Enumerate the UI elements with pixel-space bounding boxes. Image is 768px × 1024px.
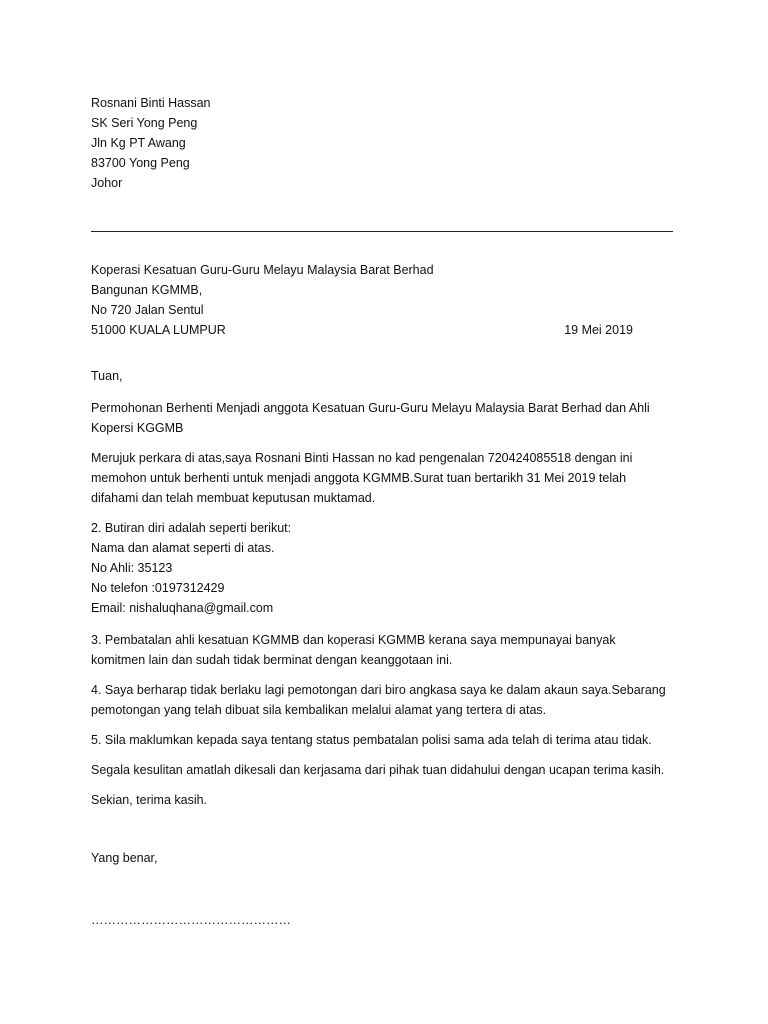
recipient-line-1: Koperasi Kesatuan Guru-Guru Melayu Malaysia Barat Berhad (91, 263, 434, 277)
closing-yours-truly: Yang benar, (91, 851, 158, 865)
subject-line-2: Kopersi KGGMB (91, 421, 184, 435)
paragraph-5 (91, 730, 681, 750)
paragraph-4-line-1: 4. Saya berharap tidak berlaku lagi pemotongan dari biro angkasa saya ke dalam akaun saya.Sebarang (91, 683, 666, 697)
paragraph-1-line-3: difahami dan telah membuat keputusan muktamad. (91, 491, 376, 505)
paragraph-4-line-2: pemotongan yang telah dibuat sila kembalikan melalui alamat yang tertera di atas. (91, 703, 547, 717)
signature-line: ………………………………………… (91, 913, 291, 927)
phone-number: No telefon :0197312429 (91, 581, 225, 595)
paragraph-2-heading: 2. Butiran diri adalah seperti berikut: (91, 521, 292, 535)
recipient-line-2: Bangunan KGMMB, (91, 283, 203, 297)
sender-name: Rosnani Binti Hassan (91, 96, 211, 110)
paragraph-3 (91, 630, 681, 670)
paragraph-3-line-2: komitmen lain dan sudah tidak berminat dengan keanggotaan ini. (91, 653, 453, 667)
paragraph-6-text: Segala kesulitan amatlah dikesali dan kerjasama dari pihak tuan didahului dengan ucapan terima kasih. (91, 763, 665, 777)
subject (91, 398, 681, 438)
paragraph-3-line-1: 3. Pembatalan ahli kesatuan KGMMB dan koperasi KGMMB kerana saya mempunayai banyak (91, 633, 616, 647)
letter-body (91, 93, 681, 930)
salutation: Tuan, (91, 369, 123, 383)
letter-date: 19 Mei 2019 (564, 323, 633, 337)
closing-thanks (91, 790, 681, 810)
paragraph-4 (91, 680, 681, 720)
closing-thanks-text: Sekian, terima kasih. (91, 793, 208, 807)
member-number: No Ahli: 35123 (91, 561, 173, 575)
sender-address (91, 93, 681, 193)
email-address: Email: nishaluqhana@gmail.com (91, 601, 274, 615)
recipient-postcode-row (91, 320, 633, 340)
paragraph-5-text: 5. Sila maklumkan kepada saya tentang status pembatalan polisi sama ada telah di terima atau tidak. (91, 733, 652, 747)
sender-postcode-city: 83700 Yong Peng (91, 156, 190, 170)
paragraph-6 (91, 760, 681, 780)
paragraph-2 (91, 518, 681, 618)
subject-line-1: Permohonan Berhenti Menjadi anggota Kesatuan Guru-Guru Melayu Malaysia Barat Berhad dan Ahli (91, 401, 650, 415)
sender-school: SK Seri Yong Peng (91, 116, 198, 130)
paragraph-1-line-2: memohon untuk berhenti untuk menjadi anggota KGMMB.Surat tuan bertarikh 31 Mei 2019 telah (91, 471, 627, 485)
sender-state: Johor (91, 176, 123, 190)
recipient-line-3: No 720 Jalan Sentul (91, 303, 204, 317)
paragraph-1 (91, 448, 681, 508)
paragraph-1-line-1: Merujuk perkara di atas,saya Rosnani Binti Hassan no kad pengenalan 720424085518 dengan ini (91, 451, 633, 465)
paragraph-2-line-1: Nama dan alamat seperti di atas. (91, 541, 275, 555)
sender-street: Jln Kg PT Awang (91, 136, 186, 150)
recipient-address (91, 260, 681, 340)
recipient-line-4: 51000 KUALA LUMPUR (91, 323, 226, 337)
horizontal-divider (91, 231, 673, 232)
